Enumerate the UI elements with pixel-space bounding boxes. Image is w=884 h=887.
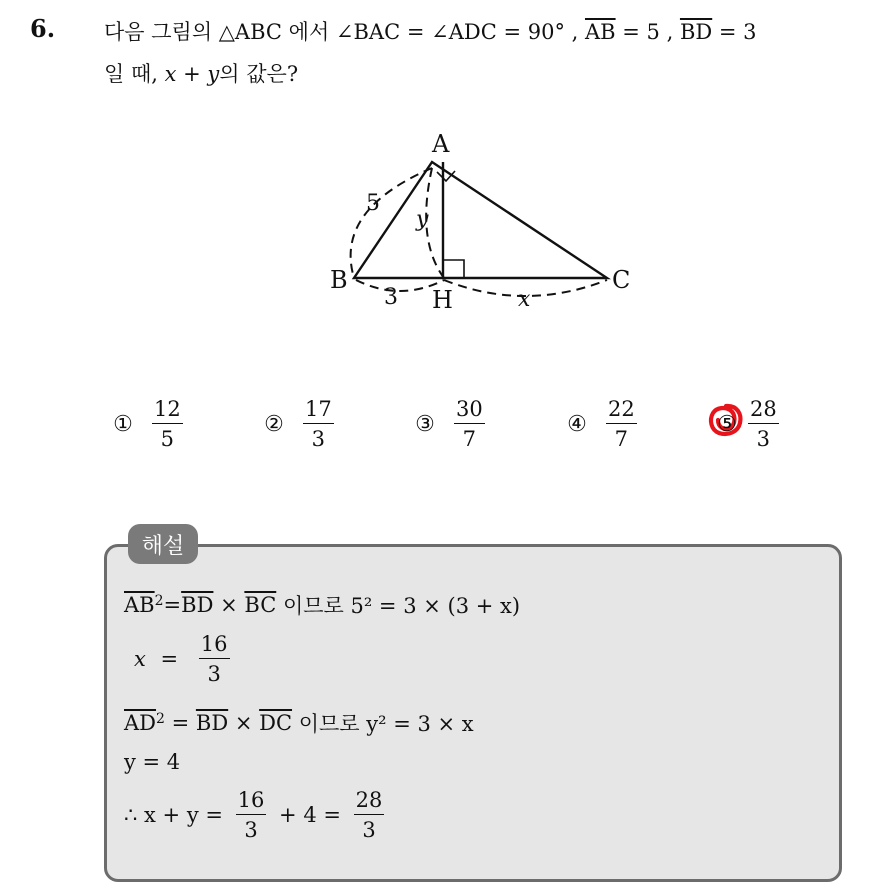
fraction-16-3: [199, 632, 230, 686]
denominator: 7: [462, 427, 477, 451]
choice-number: ③: [415, 411, 435, 437]
segment-ad: $\overline{AD}$: [124, 711, 157, 735]
solution-text: ∴ x + y =: [124, 803, 230, 827]
solution-text: y = 4: [124, 750, 181, 774]
numerator: 28: [748, 397, 779, 424]
fraction-16-3: [236, 788, 267, 842]
choice-fraction: [303, 397, 334, 451]
times: ×: [213, 593, 245, 617]
segment-bd: $\overline{BD}$: [181, 593, 214, 617]
solution-text: 이므로 y² = 3 × x: [292, 712, 474, 736]
question-text: 일 때,: [104, 62, 165, 86]
plus-sign: +: [176, 62, 208, 86]
choice-number: [712, 412, 742, 437]
denominator: 5: [160, 427, 175, 451]
denominator: 3: [756, 427, 771, 451]
label-b: B: [330, 266, 348, 294]
numerator: 28: [354, 788, 385, 815]
choice-1[interactable]: [108, 392, 183, 456]
question-text: = 5 ,: [615, 20, 680, 44]
equals: =: [153, 647, 185, 671]
solution-line-2: [134, 632, 236, 686]
label-y: y: [416, 207, 429, 232]
fraction-28-3: [354, 788, 385, 842]
solution-line-5: [124, 788, 390, 842]
question-line-1: [104, 16, 757, 46]
segment-bc: $\overline{BC}$: [244, 593, 277, 617]
var-x: x: [134, 647, 146, 671]
label-c: C: [612, 266, 631, 294]
solution-tag: 해설: [128, 524, 198, 564]
solution-text: + 4 =: [272, 803, 348, 827]
choice-number: ④: [567, 411, 587, 437]
choice-fraction: [748, 397, 779, 451]
choice-number-text: ⑤: [717, 411, 737, 437]
question-text: = 3: [712, 20, 757, 44]
choice-5[interactable]: [712, 392, 779, 456]
label-five: 5: [366, 191, 380, 216]
choice-number: ①: [113, 411, 133, 437]
numerator: 16: [199, 632, 230, 659]
segment-ab: $\overline{AB}$: [584, 20, 616, 44]
choice-3[interactable]: [410, 392, 485, 456]
exponent: 2: [156, 711, 165, 727]
right-angle-h: [443, 260, 464, 278]
choice-number: ②: [264, 411, 284, 437]
triangle-abc: [354, 162, 607, 278]
segment-bd: $\overline{BD}$: [195, 711, 229, 735]
numerator: 22: [606, 397, 637, 424]
denominator: 3: [362, 818, 376, 842]
choice-4[interactable]: [562, 392, 637, 456]
solution-line-1: [124, 590, 520, 620]
solution-line-4: [124, 750, 180, 774]
denominator: 3: [207, 662, 221, 686]
choice-2[interactable]: [259, 392, 334, 456]
equals: =: [164, 711, 196, 735]
label-x: x: [518, 287, 531, 312]
triangle-diagram: [320, 130, 650, 320]
var-y: y: [207, 62, 220, 86]
numerator: 12: [152, 397, 183, 424]
choice-fraction: [152, 397, 183, 451]
question-text: 의 값은?: [219, 62, 299, 86]
denominator: 3: [244, 818, 258, 842]
label-three: 3: [384, 285, 398, 310]
label-h: H: [432, 286, 453, 314]
numerator: 30: [454, 397, 485, 424]
question-text: 다음 그림의 △ABC 에서 ∠BAC = ∠ADC = 90° ,: [104, 20, 585, 44]
segment-dc: $\overline{DC}$: [259, 711, 293, 735]
denominator: 7: [614, 427, 629, 451]
label-a: A: [432, 130, 450, 158]
segment-bd: $\overline{BD}$: [679, 20, 713, 44]
arc-bh: [356, 280, 444, 291]
choice-fraction: [454, 397, 485, 451]
times: ×: [228, 711, 260, 735]
equals: =: [163, 593, 182, 617]
numerator: 17: [303, 397, 334, 424]
choice-fraction: [606, 397, 637, 451]
question-line-2: [104, 58, 298, 88]
arc-ah: [426, 168, 444, 278]
var-x: x: [164, 62, 177, 86]
segment-ab: $\overline{AB}$: [124, 593, 155, 617]
numerator: 16: [236, 788, 267, 815]
solution-text: 이므로 5² = 3 × (3 + x): [276, 594, 521, 618]
solution-line-3: [124, 708, 474, 738]
question-number: 6.: [30, 14, 56, 43]
denominator: 3: [311, 427, 326, 451]
exponent: 2: [154, 593, 164, 609]
triangle-figure: [320, 130, 650, 320]
